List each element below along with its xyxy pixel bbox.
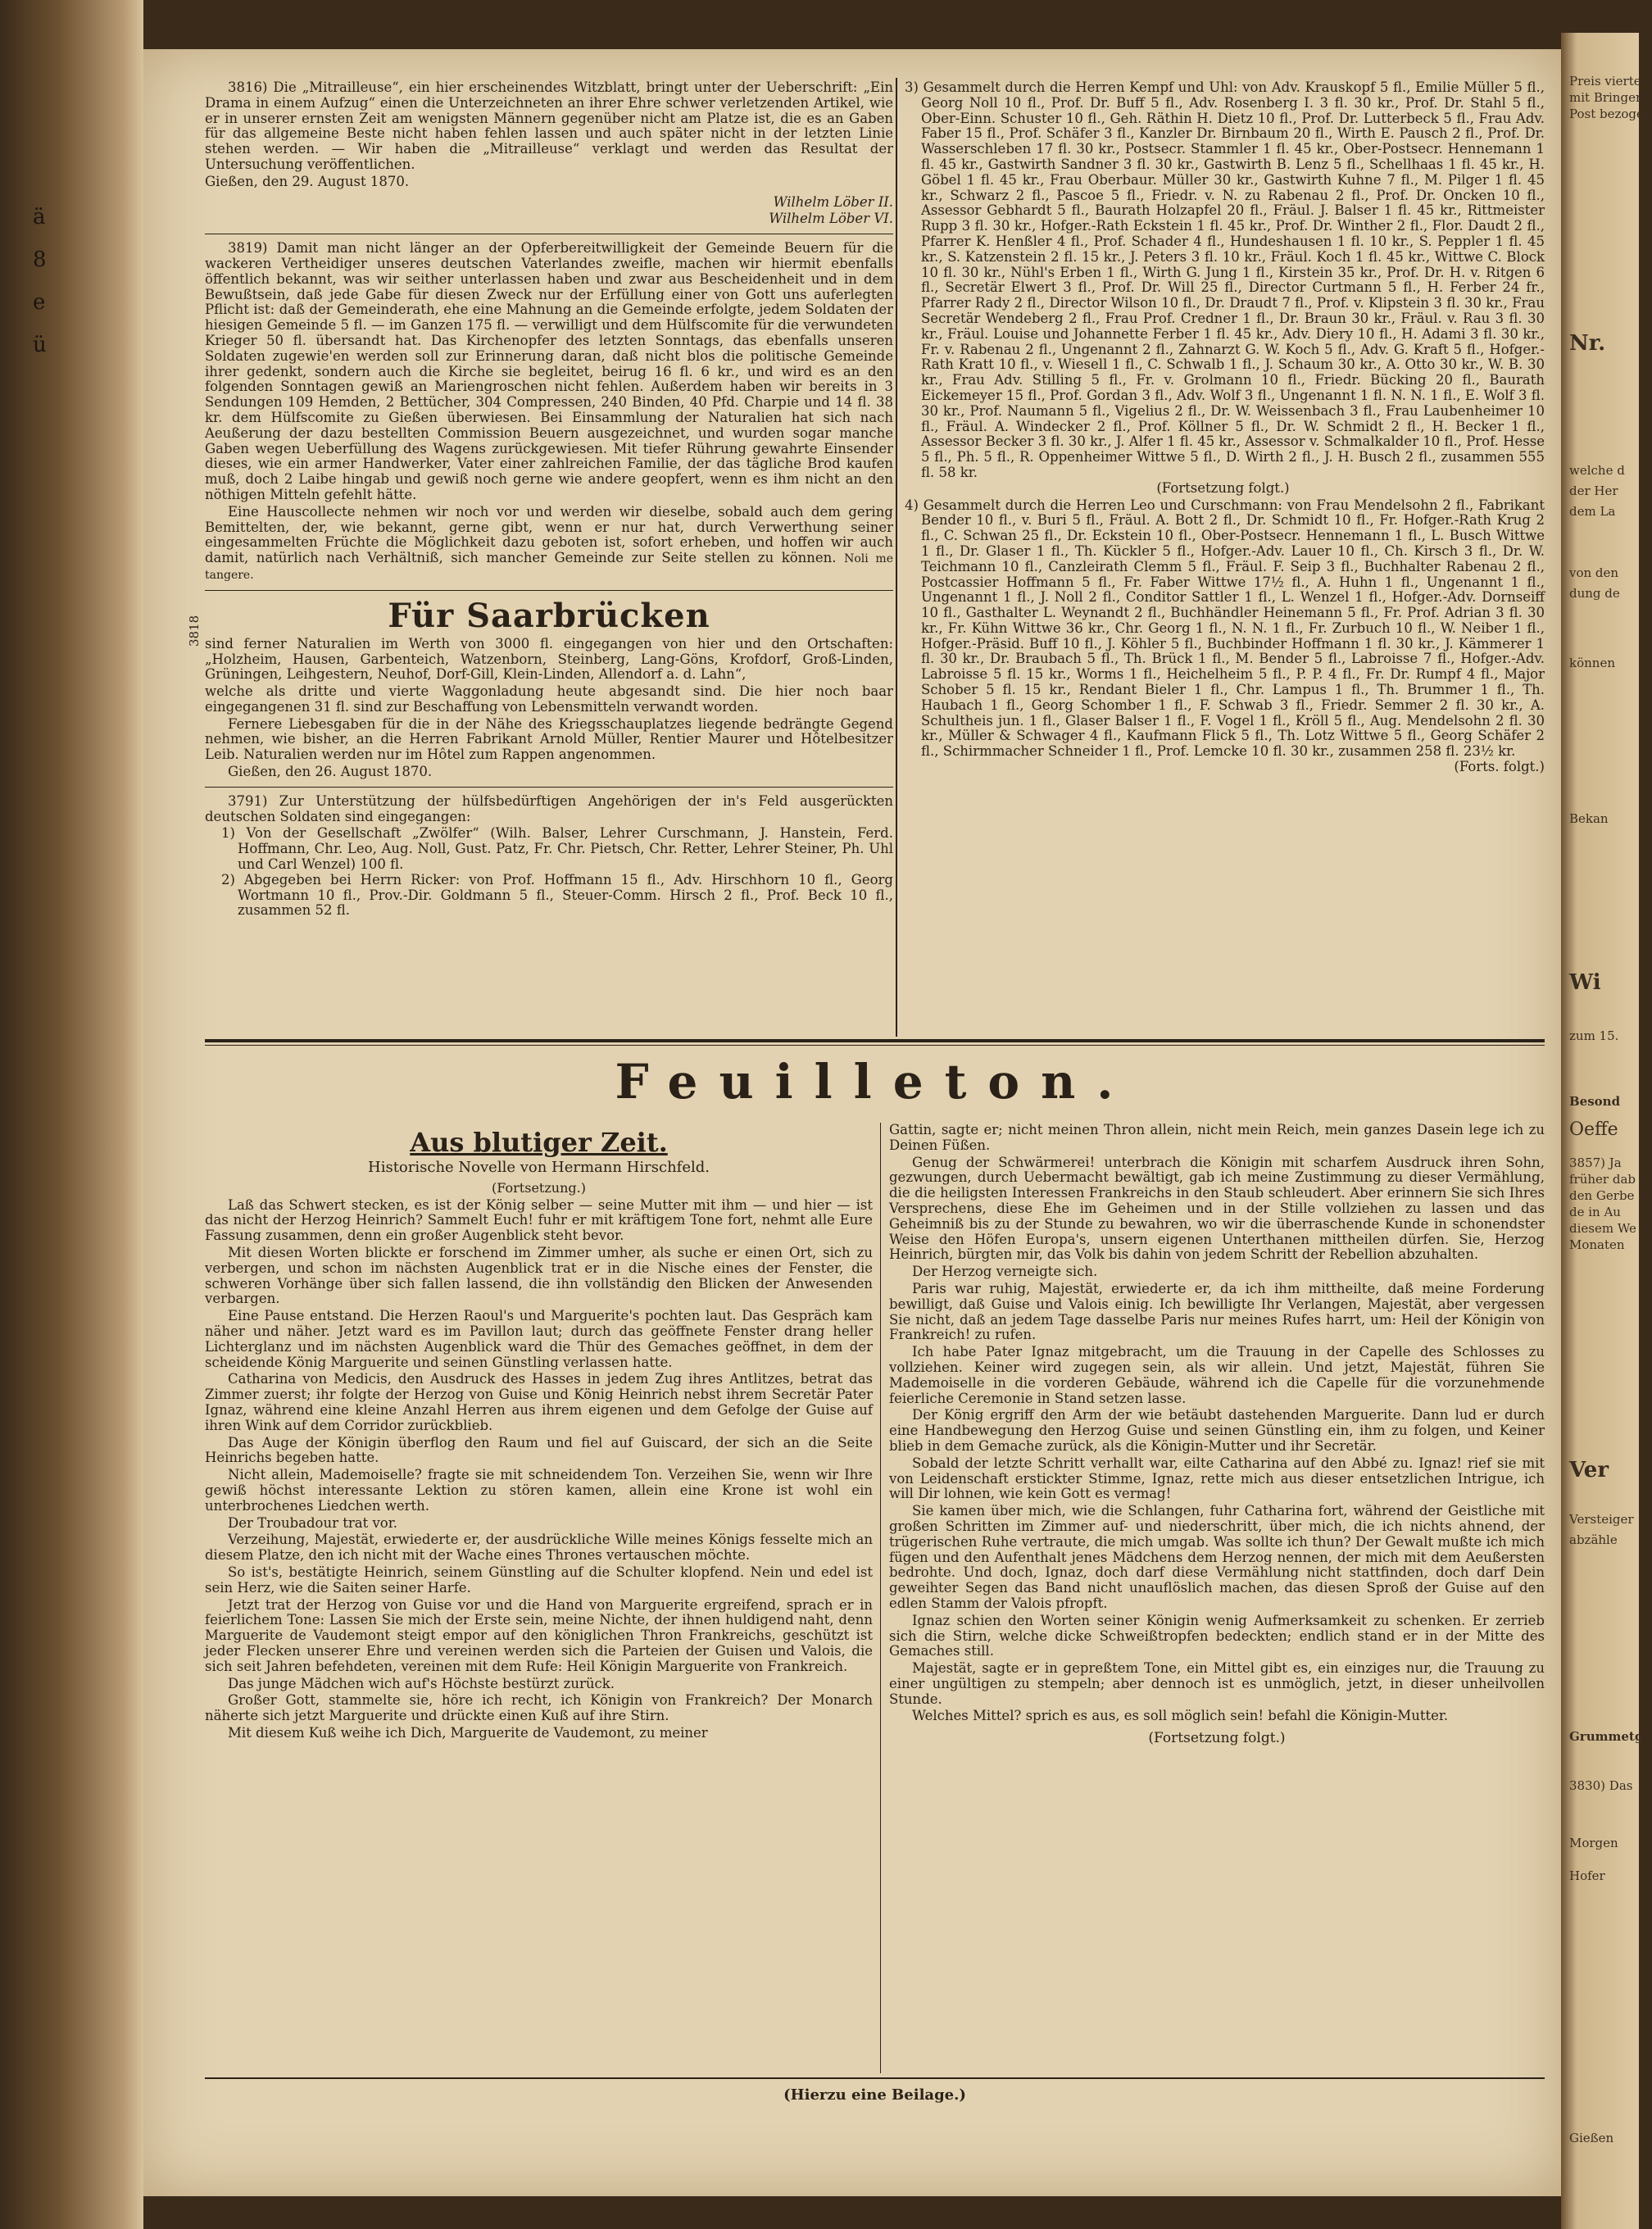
margin-char: 8	[33, 247, 47, 272]
collection-item-4: 4) Gesammelt durch die Herren Leo und Curschmann: von Frau Mendelsohn 2 fl., Fabrikant Bender 10 fl., v. Buri 5 fl., Fräul. A. Bott 2 fl., Dr. Schmidt 10 fl., Fr. Hofger.-Rath Krug 2 fl., C. Schwan 25 fl., Dr. Eckstein 10 fl., Ober-Postsecr. Hennemann 1 fl., L. Busch Wittwe 1 fl., Dr. Glaser 1 fl., Th. Kückler 5 fl., Hofger.-Adv. Lauer 10 fl., Ch. Kirsch 3 fl., Dr. W. Teichmann 10 fl., Canzleirath Clemm 5 fl., Fräul. F. Seip 3 fl., Buchhalter Rabenau 2 fl., Postcassier Hoffmann 5 fl., Fr. Faber Wittwe 17½ fl., A. Huhn 1 fl., Ungenannt 1 fl., Ungenannt 1 fl., J. Noll 2 fl., Conditor Sattler 1 fl., L. Wenzel 1 fl., Hofger.-Adv. Dornseiff 10 fl., Gasthalter L. Weynandt 2 fl., Buchhändler Heinemann 5 fl., Fr. Prof. Adrian 3 fl. 30 kr., Fr. Kühn Wittwe 36 kr., Chr. Georg 1 fl., N. N. 1 fl., Fr. Zurbuch 10 fl., W. Neiber 1 fl., Hofger.-Präsid. Buff 10 fl., J. Köhler 5 fl., Buchbinder Hoffmann 1 fl. 30 kr., J. Kämmerer 1 fl. 30 kr., Dr. Braubach 5 fl., Th. Brück 1 fl., M. Bender 5 fl., Labroisse 7 fl., Hofger.-Adv. Labroisse 5 fl. 15 kr., Worms 1 fl., Heichelheim 5 fl., P. P. 4 fl., Fr. Dr. Rumpf 4 fl., Major Schober 5 fl. 15 kr., Rendant Bieler 1 fl., Chr. Lampus 1 fl., Th. Brummer 1 fl., Th. Haubach 1 fl., Georg Schomber 1 fl., F. Schwab 3 fl., Friedr. Semmer 2 fl. 30 kr., A. Schultheis jun. 1 fl., Glaser Balser 1 fl., F. Vogel 1 fl., Kröll 5 fl., Aug. Mendelsohn 2 fl. 30 kr., Müller & Schwager 4 fl., Kaufmann Flick 5 fl., Th. Lotz Wittwe 5 fl., Georg Schäfer 2 fl., Schirmmacher Schneider 1 fl., Prof. Lemcke 10 fl. 30 kr., zusammen 258 fl. 23½ kr.	[905, 497, 1545, 760]
saarbruecken-notice	[187, 596, 893, 780]
adjacent-fragment: von den	[1569, 565, 1619, 580]
adjacent-fragment: Versteiger	[1569, 1512, 1634, 1527]
story-paragraph: Großer Gott, stammelte sie, höre ich recht, ich Königin von Frankreich? Der Monarch näherte sich jetzt Marguerite und drückte einen Kuß auf ihre Stirn.	[205, 1692, 873, 1724]
margin-char: ü	[33, 333, 47, 357]
collection-item-4-continued: (Forts. folgt.)	[1454, 759, 1545, 775]
saarbruecken-text3: Fernere Liebesgaben für die in der Nähe des Kriegsschauplatzes liegende bedrängte Gegend nehmen, wie bisher, an die Herren Fabrikant Arnold Müller, Rentier Maurer und Hôtelbesitzer Leib. Naturalien werden nur im Hôtel zum Rappen angenommen.	[205, 715, 893, 763]
notice-3791-item1: 1) Von der Gesellschaft „Zwölfer“ (Wilh. Balser, Lehrer Curschmann, J. Hanstein, Ferd. Hoffmann, Chr. Leo, Aug. Noll, Gust. Patz, Fr. Chr. Pietsch, Chr. Retter, Lehrer Steiner, Ph. Uhl und Carl Wenzel) 100 fl.	[221, 825, 893, 873]
feuilleton-rule-bottom	[205, 1045, 1545, 1046]
feuilleton-heading: Feuilleton.	[615, 1054, 1135, 1110]
story-paragraph: Jetzt trat der Herzog von Guise vor und die Hand von Marguerite ergreifend, sprach er in feierlichem Tone: Lassen Sie mich der Erste sein, meine Nichte, der ihnen huldigend naht, denn Marguerite de Vaudemont steigt empor auf den königlichen Thron Frankreichs, geschützt ist jeder Flecken unserer Ehre und vereinen werden sich die Parteien der Guisen und Valois, die sich seit Jahren befehdeten, vereinen mit dem Rufe: Heil Königin Marguerite von Frankreich.	[205, 1596, 873, 1674]
story-paragraph: Verzeihung, Majestät, erwiederte er, der ausdrückliche Wille meines Königs fesselte mich an diesem Platze, den ich nicht mit der Wache eines Thrones vertauschen möchte.	[205, 1532, 873, 1564]
adjacent-fragment: mit Bringerl	[1569, 90, 1645, 105]
story-paragraph: Das Auge der Königin überflog den Raum und fiel auf Guiscard, der sich an die Seite Heinrichs begeben hatte.	[205, 1434, 873, 1466]
adjacent-fragment: Morgen	[1569, 1836, 1618, 1850]
story-paragraph: Eine Pause entstand. Die Herzen Raoul's und Marguerite's pochten laut. Das Gespräch kam näher und näher. Jetzt ward es im Pavillon laut; durch das geöffnete Fenster drang heller Lichterglanz und im nächsten Augenblick ward die Thür des Gemaches geöffnet, in dem der scheidende König Marguerite und seinen Günstling verlassen hatte.	[205, 1308, 873, 1370]
column-divider-bottom	[880, 1123, 881, 2073]
story-paragraph: Paris war ruhig, Majestät, erwiederte er, da ich ihm mittheilte, daß meine Forderung bewilligt, daß Guise und Valois einig. Ich bewilligte Ihr Verlangen, Majestät, aber vergessen Sie nicht, daß an jedem Tage dasselbe Paris nur meines Rufes harrt, um: Heil der Königin von Frankreich! zu rufen.	[889, 1280, 1545, 1343]
feuilleton-left-column	[205, 1123, 873, 1743]
story-paragraph: Der Herzog verneigte sich.	[912, 1264, 1098, 1280]
notice-3819-text2: Eine Hauscollecte nehmen wir noch vor und werden wir dieselbe, sobald auch dem gering Bemittelten, der, wie bekannt, gerne gibt, wenn er nur hat, durch Verwerthung seiner eingesammelten Früchte die Möglichkeit dazu geboten ist, sofort erheben, und hoffen wir auch damit, natürlich nach Verhältniß, sich mancher Gemeinde zur Seite stellen zu können.	[205, 503, 893, 566]
feuilleton-rule-top	[205, 1039, 1545, 1042]
adjacent-fragment: Besond	[1569, 1094, 1621, 1109]
saarbruecken-date: Gießen, den 26. August 1870.	[228, 764, 433, 780]
book-gutter	[0, 0, 143, 2229]
saarbruecken-heading: Für Saarbrücken	[388, 596, 710, 635]
adjacent-fragment: Grummetg	[1569, 1729, 1644, 1744]
adjacent-fragment: können	[1569, 656, 1615, 670]
continuation-footer: (Fortsetzung folgt.)	[1148, 1730, 1286, 1747]
notice-3791: 3791) Zur Unterstützung der hülfsbedürftigen Angehörigen der in's Feld ausgerückten deutschen Soldaten sind eingegangen:	[205, 792, 893, 824]
adjacent-fragment: Oeffe	[1569, 1119, 1618, 1140]
adjacent-fragment: Nr.	[1569, 331, 1606, 356]
story-paragraph: Gattin, sagte er; nicht meinen Thron allein, nicht mein Reich, mein ganzes Dasein lege ich zu Deinen Füßen.	[889, 1122, 1545, 1153]
saarbruecken-text: sind ferner Naturalien im Werth von 3000 fl. eingegangen von hier und den Ortschaften: „Holzheim, Hausen, Garbenteich, Watzenborn, Steinberg, Lang-Göns, Krofdorf, Groß-Linden, Grüningen, Leihgestern, Neuhof, Dorf-Gill, Klein-Linden, Allendorf a. d. Lahn“,	[205, 635, 893, 683]
adjacent-fragment: Preis vierte	[1569, 74, 1641, 89]
adjacent-fragment: 3857) Ja	[1569, 1155, 1622, 1170]
notice-3791-item2: 2) Abgegeben bei Herrn Ricker: von Prof. Hoffmann 15 fl., Adv. Hirschhorn 10 fl., Georg Wortmann 10 fl., Prov.-Dir. Goldmann 5 fl., Steuer-Comm. Hirsch 2 fl., Prof. Beck 10 fl., zusammen 52 fl.	[221, 871, 893, 919]
story-paragraph: Catharina von Medicis, den Ausdruck des Hasses in jedem Zug ihres Antlitzes, betrat das Zimmer zuerst; ihr folgte der Herzog von Guise und König Heinrich nebst ihrem Secretär Pater Ignaz, während eine kleine Anzahl Herren aus ihrem eigenen und dem Gefolge der Guise auf ihren Wink auf dem Corridor zurückblieb.	[205, 1371, 873, 1433]
notice-number-3818: 3818	[187, 615, 202, 647]
story-title: Aus blutiger Zeit.	[410, 1127, 668, 1158]
story-paragraph: Das junge Mädchen wich auf's Höchste bestürzt zurück.	[228, 1675, 615, 1691]
adjacent-page-edge	[1561, 33, 1652, 2229]
adjacent-fragment: zum 15.	[1569, 1028, 1619, 1043]
notice-3819-tail: Noli me tangere.	[205, 552, 893, 582]
story-paragraph: Sobald der letzte Schritt verhallt war, eilte Catharina auf den Abbé zu. Ignaz! rief sie mit von Leidenschaft erstickter Stimme, Ignaz, rette mich aus dieser entsetzlichen Intrigue, ich will Dir lohnen, wie kein Gott es vermag!	[889, 1455, 1545, 1502]
adjacent-fragment: abzähle	[1569, 1532, 1618, 1547]
feuilleton-right-column	[889, 1123, 1545, 1753]
notice-3819: 3819) Damit man nicht länger an der Opferbereitwilligkeit der Gemeinde Beuern für die wackeren Vertheidiger unseres deutschen Vaterlandes zweifle, machen wir hiermit ebenfalls öffentlich bekannt, was wir seither unterlassen haben und zwar aus Bescheidenheit und in dem Bewußtsein, daß jede Gabe für diesen Zweck nur der Erfüllung einer von Gott uns auferlegten Pflicht ist: daß der Gemeinderath, ehe eine Mahnung an die Gemeinde erfolgte, jedem Soldaten der hiesigen Gemeinde 5 fl. — im Ganzen 175 fl. — verwilligt und dem Hülfscomite für die verwundeten Krieger 50 fl. übersandt hat. Das Kirchenopfer des letzten Sonntags, das ebenfalls unseren Soldaten zugewie'en werden soll zur Erinnerung daran, daß nicht blos die politische Gemeinde ihrer gedenkt, sondern auch die Kirche sie begleitet, beirug 16 fl. 6 kr., und wird es an den folgenden Sonntagen gewiß an Mariengroschen nicht fehlen. Außerdem haben wir bereits in 3 Sendungen 109 Hemden, 2 Bettücher, 304 Compressen, 240 Binden, 40 Pfd. Charpie und 14 fl. 38 kr. dem Hülfscomite zu Gießen überwiesen. Bei Einsammlung der Naturalien hat sich nach Aeußerung der dazu bestellten Commission Beuern ausgezeichnet, und wurden sogar manche Gaben wegen Ueberfüllung des Wagens zurückgewiesen. Mit tiefer Rührung gewahrte Einsender dieses, wie ein armer Handwerker, Vater einer zahlreichen Familie, der das tägliche Brod kaufen muß, doch 2 Laibe hingab und gewiß noch gerne wie andere geopfert, wenn es ihm nicht an den nöthigen Mitteln gefehlt hätte.	[205, 240, 893, 502]
story-paragraph: Mit diesem Kuß weihe ich Dich, Marguerite de Vaudemont, zu meiner	[228, 1724, 708, 1741]
story-paragraph: Laß das Schwert stecken, es ist der König selber — seine Mutter mit ihm — und hier — ist das nicht der Herzog Heinrich? Sammelt Euch! fuhr er mit kräftigem Tone fort, nehmt alle Eure Fassung zusammen, denn ein großer Augenblick steht bevor.	[205, 1196, 873, 1244]
adjacent-fragment: de in Au	[1569, 1205, 1621, 1219]
notice-3819-part2	[205, 505, 893, 583]
signature-1: Wilhelm Löber II.	[773, 193, 893, 210]
adjacent-fragment: dem La	[1569, 504, 1616, 519]
supplement-note: (Hierzu eine Beilage.)	[783, 2086, 966, 2104]
top-left-column	[187, 79, 893, 919]
column-divider-top	[896, 78, 897, 1037]
story-paragraph: Genug der Schwärmerei! unterbrach die Königin mit scharfem Ausdruck ihren Sohn, gezwungen, durch Uebermacht bewältigt, gab ich meine Zustimmung zu dieser Vermählung, die die heiligsten Interessen Frankreichs in den Staub schleudert. Aber erinnern Sie sich Ihres Versprechens, diese Ehe im Geheimen und in der Stille vollziehen zu lassen und das Geheimniß bis zu der Stunde zu bewahren, wo wir die überraschende Kunde in schonendster Weise den Höfen Europa's, unsern eigenen Unterthanen mittheilen dürfen. Sie, Herzog Heinrich, bürgten mir, das Volk bis dahin von jedem Schritt der Rebellion abzuhalten.	[889, 1154, 1545, 1263]
margin-char: ä	[33, 205, 46, 229]
adjacent-fragment: früher dab	[1569, 1172, 1636, 1187]
footer-rule	[205, 2077, 1545, 2079]
adjacent-fragment: dung de	[1569, 586, 1620, 601]
divider	[205, 590, 893, 591]
adjacent-fragment: den Gerbe	[1569, 1188, 1635, 1203]
adjacent-fragment: Bekan	[1569, 811, 1609, 826]
story-paragraph: Nicht allein, Mademoiselle? fragte sie mit schneidendem Ton. Verzeihen Sie, wenn wir Ihre gewiß höchst interessante Lektion zu stören kamen, allein eine Krone ist wohl ein unterbrochenes Liedchen werth.	[205, 1467, 873, 1514]
notice-3816-date: Gießen, den 29. August 1870.	[205, 173, 410, 189]
top-right-column	[901, 80, 1545, 777]
story-paragraph: Sie kamen über mich, wie die Schlangen, fuhr Catharina fort, während der Geistliche mit großen Schritten im Zimmer auf- und niederschritt, über mich, die ich nichts ahnend, der trügerischen Ruhe vertraute, die mich umgab. Was sollte ich thun? Der Gewalt mußte ich mich fügen und den Aufenthalt jenes Mädchens dem Herzog nennen, der mich mit dem Aeußersten bedrohte. Und doch, Ignaz, doch darf diese Vermählung nicht stattfinden, doch darf Dein geweihter Segen das Band nicht unauflöslich machen, das diesen Sproß der Guise auf den edlen Stamm der Valois pfropft.	[889, 1503, 1545, 1611]
adjacent-fragment: diesem We	[1569, 1221, 1636, 1236]
adjacent-fragment: Wi	[1569, 970, 1601, 995]
adjacent-fragment: Monaten	[1569, 1237, 1625, 1252]
story-paragraph: Der Troubadour trat vor.	[228, 1514, 398, 1531]
adjacent-fragment: der Her	[1569, 483, 1618, 498]
margin-char: e	[33, 290, 46, 315]
story-paragraph: So ist's, bestätigte Heinrich, seinem Günstling auf die Schulter klopfend. Nein und edel ist sein Herz, wie die Saiten seiner Harfe.	[205, 1564, 873, 1596]
signature-2: Wilhelm Löber VI.	[769, 211, 893, 227]
divider	[205, 787, 893, 788]
adjacent-fragment: Post bezogen	[1569, 107, 1652, 121]
story-paragraph: Welches Mittel? sprich es aus, es soll möglich sein! befahl die Königin-Mutter.	[912, 1708, 1449, 1724]
story-paragraph: Majestät, sagte er in gepreßtem Tone, ein Mittel gibt es, ein einziges nur, die Trauung zu einer ungültigen zu stempeln; aber dennoch ist es unmöglich, jetzt, in dieser unheilvollen Stunde.	[889, 1660, 1545, 1707]
story-paragraph: Der König ergriff den Arm der wie betäubt dastehenden Marguerite. Dann lud er durch eine Handbewegung den Herzog Guise und seinen Günstling ein, ihm zu folgen, und Keiner blieb in dem Gemache zurück, als die Königin-Mutter und ihr Secretär.	[889, 1407, 1545, 1454]
adjacent-fragment: Hofer	[1569, 1868, 1605, 1883]
collection-item-3: 3) Gesammelt durch die Herren Kempf und Uhl: von Adv. Krauskopf 5 fl., Emilie Müller 5 fl., Georg Noll 10 fl., Prof. Dr. Buff 5 fl., Adv. Rosenberg I. 3 fl. 30 kr., Prof. Dr. Stahl 5 fl., Ober-Einn. Schuster 10 fl., Geh. Räthin H. Dietz 10 fl., Prof. Dr. Lutterbeck 5 fl., Frau Adv. Faber 15 fl., Prof. Schäfer 3 fl., Kanzler Dr. Birnbaum 20 fl., Wirth E. Pausch 2 fl., Prof. Dr. Wasserschleben 17 fl. 30 kr., Postsecr. Stammler 1 fl. 45 kr., Ober-Postsecr. Hennemann 1 fl. 45 kr., Gastwirth Sandner 3 fl. 30 kr., Gastwirth B. Lenz 5 fl., Schellhaas 1 fl. 45 kr., H. Göbel 1 fl. 45 kr., Frau Oberbaur. Müller 30 kr., Gastwirth Kuhne 7 fl., M. Pilger 1 fl. 45 kr., Schwarz 2 fl., Pascoe 5 fl., Friedr. v. N. zu Rabenau 2 fl., Prof. Dr. Oncken 10 fl., Assessor Gebhardt 5 fl., Baurath Holzapfel 20 fl., Fräul. J. Balser 1 fl. 45 kr., Rittmeister Rupp 3 fl. 30 kr., Hofger.-Rath Eckstein 1 fl. 45 kr., Prof. Dr. Winther 2 fl., Flor. Daudt 2 fl., Pfarrer K. Henßler 4 fl., Prof. Schader 4 fl., Hundeshausen 1 fl. 10 kr., S. Peppler 1 fl. 45 kr., S. Katzenstein 2 fl. 15 kr., J. Peters 3 fl. 10 kr., Fräul. Koch 1 fl. 45 kr., Wittwe C. Block 10 fl. 30 kr., Nühl's Erben 1 fl., Wirth G. Jung 1 fl., Kirstein 35 kr., Prof. Dr. H. v. Ritgen 6 fl., Secretär Elwert 3 fl., Prof. Dr. Will 25 fl., Director Curtmann 5 fl., H. Ferber 24 fr., Pfarrer Rady 2 fl., Director Wilson 10 fl., Dr. Draudt 7 fl., Prof. v. Klipstein 3 fl. 30 kr., Frau Secretär Wendeberg 2 fl., Frau Prof. Credner 1 fl., Dr. Braun 30 kr., Fräul. v. Rau 3 fl. 30 kr., Fräul. Louise und Johannette Ferber 1 fl. 45 kr., Adv. Diery 10 fl., H. Adami 3 fl. 30 kr., Fr. v. Rabenau 2 fl., Ungenannt 2 fl., Zahnarzt G. W. Koch 5 fl., Adv. G. Kraft 5 fl., Hofger.-Rath Kratt 10 fl., v. Wiesell 1 fl., C. Schwalb 1 fl., J. Schaum 30 kr., A. Otto 30 kr., W. B. 30 kr., Frau Adv. Stilling 5 fl., Fr. v. Grolmann 10 fl., Friedr. Bücking 20 fl., Baurath Eickemeyer 15 fl., Prof. Gordan 3 fl., Adv. Wolf 3 fl., Ungenannt 1 fl. N. N. 1 fl., E. Wolf 3 fl. 30 kr., Prof. Naumann 5 fl., Vigelius 2 fl., Dr. W. Weissenbach 3 fl., Frau Laubenheimer 10 fl., Fräul. A. Windecker 2 fl., Prof. Köllner 5 fl., Dr. W. Schmidt 2 fl., H. Becker 1 fl., Assessor Becker 3 fl. 30 kr., J. Alfer 1 fl. 45 kr., Assessor v. Schmalkalder 10 fl., Prof. Hesse 5 fl., Ph. 5 fl., R. Oppenheimer Wittwe 5 fl., D. Wirth 2 fl., J. H. Busch 2 fl., zusammen 555 fl. 58 kr.	[905, 79, 1545, 480]
notice-3816: 3816) Die „Mitrailleuse“, ein hier erscheinendes Witzblatt, bringt unter der Ueberschrift: „Ein Drama in einem Aufzug“ einen die Unterzeichneten an ihrer Ehre schwer verletzenden Artikel, wie er in unserer ernsten Zeit am wenigsten Männern gegenüber nicht am Platze ist, die es an Gaben für das allgemeine Beste nicht haben fehlen lassen und auch später nicht in der letzten Linie stehen werden. — Wir haben die „Mitrailleuse“ verklagt und werden das Resultat der Untersuchung veröffentlichen.	[205, 79, 893, 172]
collection-item-3-continued: (Fortsetzung folgt.)	[1156, 479, 1290, 496]
adjacent-fragment: welche d	[1569, 463, 1625, 478]
saarbruecken-text2: welche als dritte und vierte Waggonladung heute abgesandt sind. Die hier noch baar eingegangenen 31 fl. sind zur Beschaffung von Lebensmitteln verwandt worden.	[205, 683, 893, 715]
left-margin-fragments	[33, 205, 47, 375]
story-paragraph: Mit diesen Worten blickte er forschend im Zimmer umher, als suche er einen Ort, sich zu verbergen, und schon im nächsten Augenblick trat er in die Nische eines der Fenster, die schweren Vorhänge über sich fallen lassend, die ihn vollständig den Blicken der Anwesenden verbargen.	[205, 1244, 873, 1307]
adjacent-fragment: Ver	[1569, 1458, 1609, 1482]
story-paragraph: Ich habe Pater Ignaz mitgebracht, um die Trauung in der Capelle des Schlosses zu vollziehen. Keiner wird zugegen sein, als wir allein. Und jetzt, Majestät, führen Sie Mademoiselle in die vorderen Gebäude, während ich die Capelle für die vorzunehmende feierliche Ceremonie in Stand setzen lasse.	[889, 1344, 1545, 1406]
adjacent-fragment: 3830) Das	[1569, 1778, 1633, 1793]
story-subtitle: Historische Novelle von Hermann Hirschfeld.	[368, 1159, 710, 1176]
continuation-label: (Fortsetzung.)	[492, 1179, 586, 1196]
story-paragraph: Ignaz schien den Worten seiner Königin wenig Aufmerksamkeit zu schenken. Er zerrieb sich die Stirn, welche dicke Schweißtropfen bedeckten; endlich stand er in der Mitte des Gemaches still.	[889, 1612, 1545, 1659]
adjacent-fragment: Gießen	[1569, 2131, 1614, 2145]
